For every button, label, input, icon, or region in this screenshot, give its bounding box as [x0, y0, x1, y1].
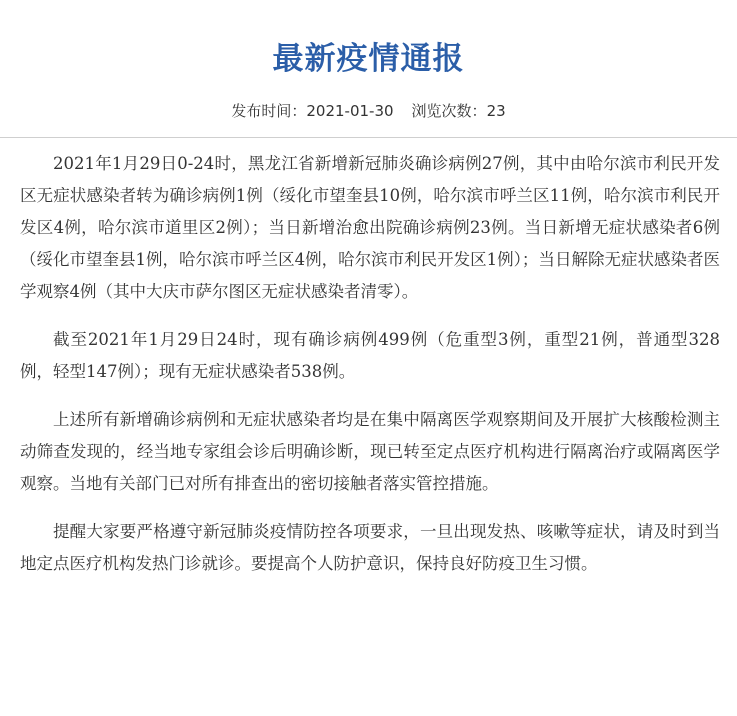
publish-label: 发布时间： — [231, 102, 307, 120]
views-count: 23 — [486, 102, 506, 120]
article-paragraph: 截至2021年1月29日24时，现有确诊病例499例（危重型3例，重型21例，普通型328例，轻型147例）；现有无症状感染者538例。 — [20, 330, 720, 381]
article-paragraph: 2021年1月29日0-24时，黑龙江省新增新冠肺炎确诊病例27例，其中由哈尔滨市利民开发区无症状感染者转为确诊病例1例（绥化市望奎县10例，哈尔滨市呼兰区11例，哈尔滨市利民开发区4例，哈尔滨市道里区2例）；当日新增治愈出院确诊病例23例。当日新增无症状感染者6例（绥化市望奎县1例，哈尔滨市呼兰区4例，哈尔滨市利民开发区1例）；当日解除无症状感染者医学观察4例（其中大庆市萨尔图区无症状感染者清零）。 — [20, 154, 720, 301]
article-meta — [0, 100, 737, 122]
article-header — [0, 0, 737, 138]
article-body — [20, 148, 720, 596]
article-paragraph: 上述所有新增确诊病例和无症状感染者均是在集中隔离医学观察期间及开展扩大核酸检测主动筛查发现的，经当地专家组会诊后明确诊断，现已转至定点医疗机构进行隔离治疗或隔离医学观察。当地有关部门已对所有排查出的密切接触者落实管控措施。 — [20, 410, 720, 493]
article-paragraph: 提醒大家要严格遵守新冠肺炎疫情防控各项要求，一旦出现发热、咳嗽等症状，请及时到当地定点医疗机构发热门诊就诊。要提高个人防护意识，保持良好防疫卫生习惯。 — [20, 522, 720, 573]
views-label: 浏览次数： — [411, 102, 487, 120]
page-title: 最新疫情通报 — [272, 41, 465, 77]
publish-date: 2021-01-30 — [306, 102, 394, 120]
